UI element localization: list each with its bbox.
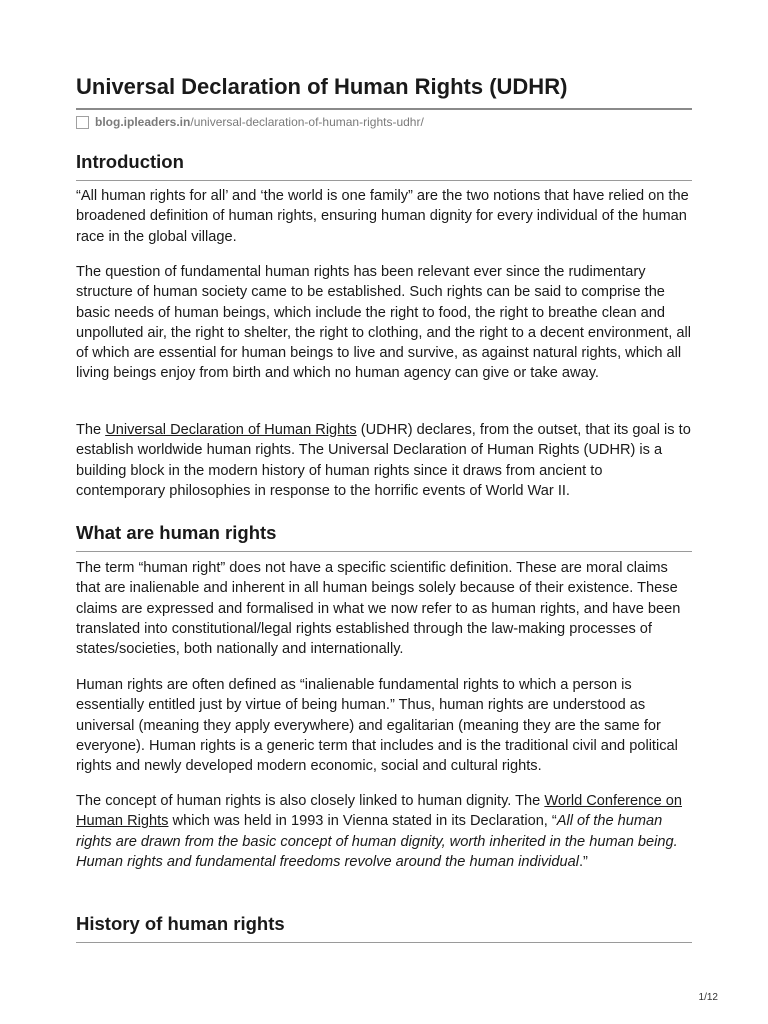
udhr-link[interactable]: Universal Declaration of Human Rights <box>105 422 357 438</box>
heading-what-are-human-rights: What are human rights <box>76 522 277 543</box>
what-p3-text: .” <box>578 853 588 870</box>
what-paragraph-3 <box>76 791 692 872</box>
intro-paragraph-1: “All human rights for all’ and ‘the world is one family” are the two notions that have relied on the broadened definition of human rights, ensuring human dignity for every individual of the human race in the global village. <box>76 188 689 245</box>
what-paragraph-2: Human rights are often defined as “inalienable fundamental rights to which a person is essentially entitled just by virtue of being human.” Thus, human rights are understood as universal (meaning they apply everywhere) and egalitarian (meaning they are the same for everyone). Human rights is a generic term that includes and is the traditional civil and political rights and newly developed modern economic, social and cultural rights. <box>76 677 678 775</box>
world-conference-link[interactable]: World Conference on Human Rights <box>76 793 682 830</box>
page-number: 1/12 <box>698 992 718 1003</box>
what-paragraph-1: The term “human right” does not have a specific scientific definition. These are moral claims that are inalienable and inherent in all human beings solely because of their existence. These claims are expressed and formalised in what we now refer to as human rights, and have been translated into constitutional/legal rights established through the law-making processes of states/societies, both nationally and internationally. <box>76 560 681 658</box>
heading-history-of-human-rights: History of human rights <box>76 913 285 934</box>
title-divider <box>76 108 692 110</box>
intro-paragraph-3 <box>76 420 692 501</box>
intro-paragraph-2: The question of fundamental human rights has been relevant ever since the rudimentary structure of human society came to be established. Such rights can be said to comprise the basic needs of human beings, which include the right to food, the right to breathe clean and unpolluted air, the right to shelter, the right to clothing, and the right to a decent environment, all of which are essential for human beings to live and survive, as against natural rights, which all living beings enjoy from birth and which no human agency can give or take away. <box>76 264 691 382</box>
heading-introduction: Introduction <box>76 151 184 172</box>
intro-p3-text: The <box>76 422 106 438</box>
what-p3-text: which was held in 1993 in Vienna stated in its Declaration, “ <box>168 813 557 830</box>
page-icon <box>76 116 89 129</box>
intro-p3-text: (UDHR) declares, from the outset, that its goal is to establish worldwide human rights. The Universal Declaration of Human Rights (UDHR) is a building block in the modern history of human rights since it draws from ancient to contemporary philosophies in response to the horrific events of World War II. <box>76 422 691 499</box>
section-divider <box>76 942 692 943</box>
source-domain[interactable]: blog.ipleaders.in <box>95 115 191 129</box>
declaration-quote: All of the human rights are drawn from the basic concept of human dignity, worth inherited in the human being. Human rights and fundamental freedoms revolve around the human individual <box>76 813 678 870</box>
section-divider <box>76 180 692 181</box>
document-title: Universal Declaration of Human Rights (UDHR) <box>76 74 568 99</box>
source-url[interactable] <box>76 114 424 130</box>
what-p3-text: The concept of human rights is also closely linked to human dignity. The <box>76 793 545 809</box>
section-divider <box>76 551 692 552</box>
source-path[interactable]: /universal-declaration-of-human-rights-udhr/ <box>190 115 424 129</box>
